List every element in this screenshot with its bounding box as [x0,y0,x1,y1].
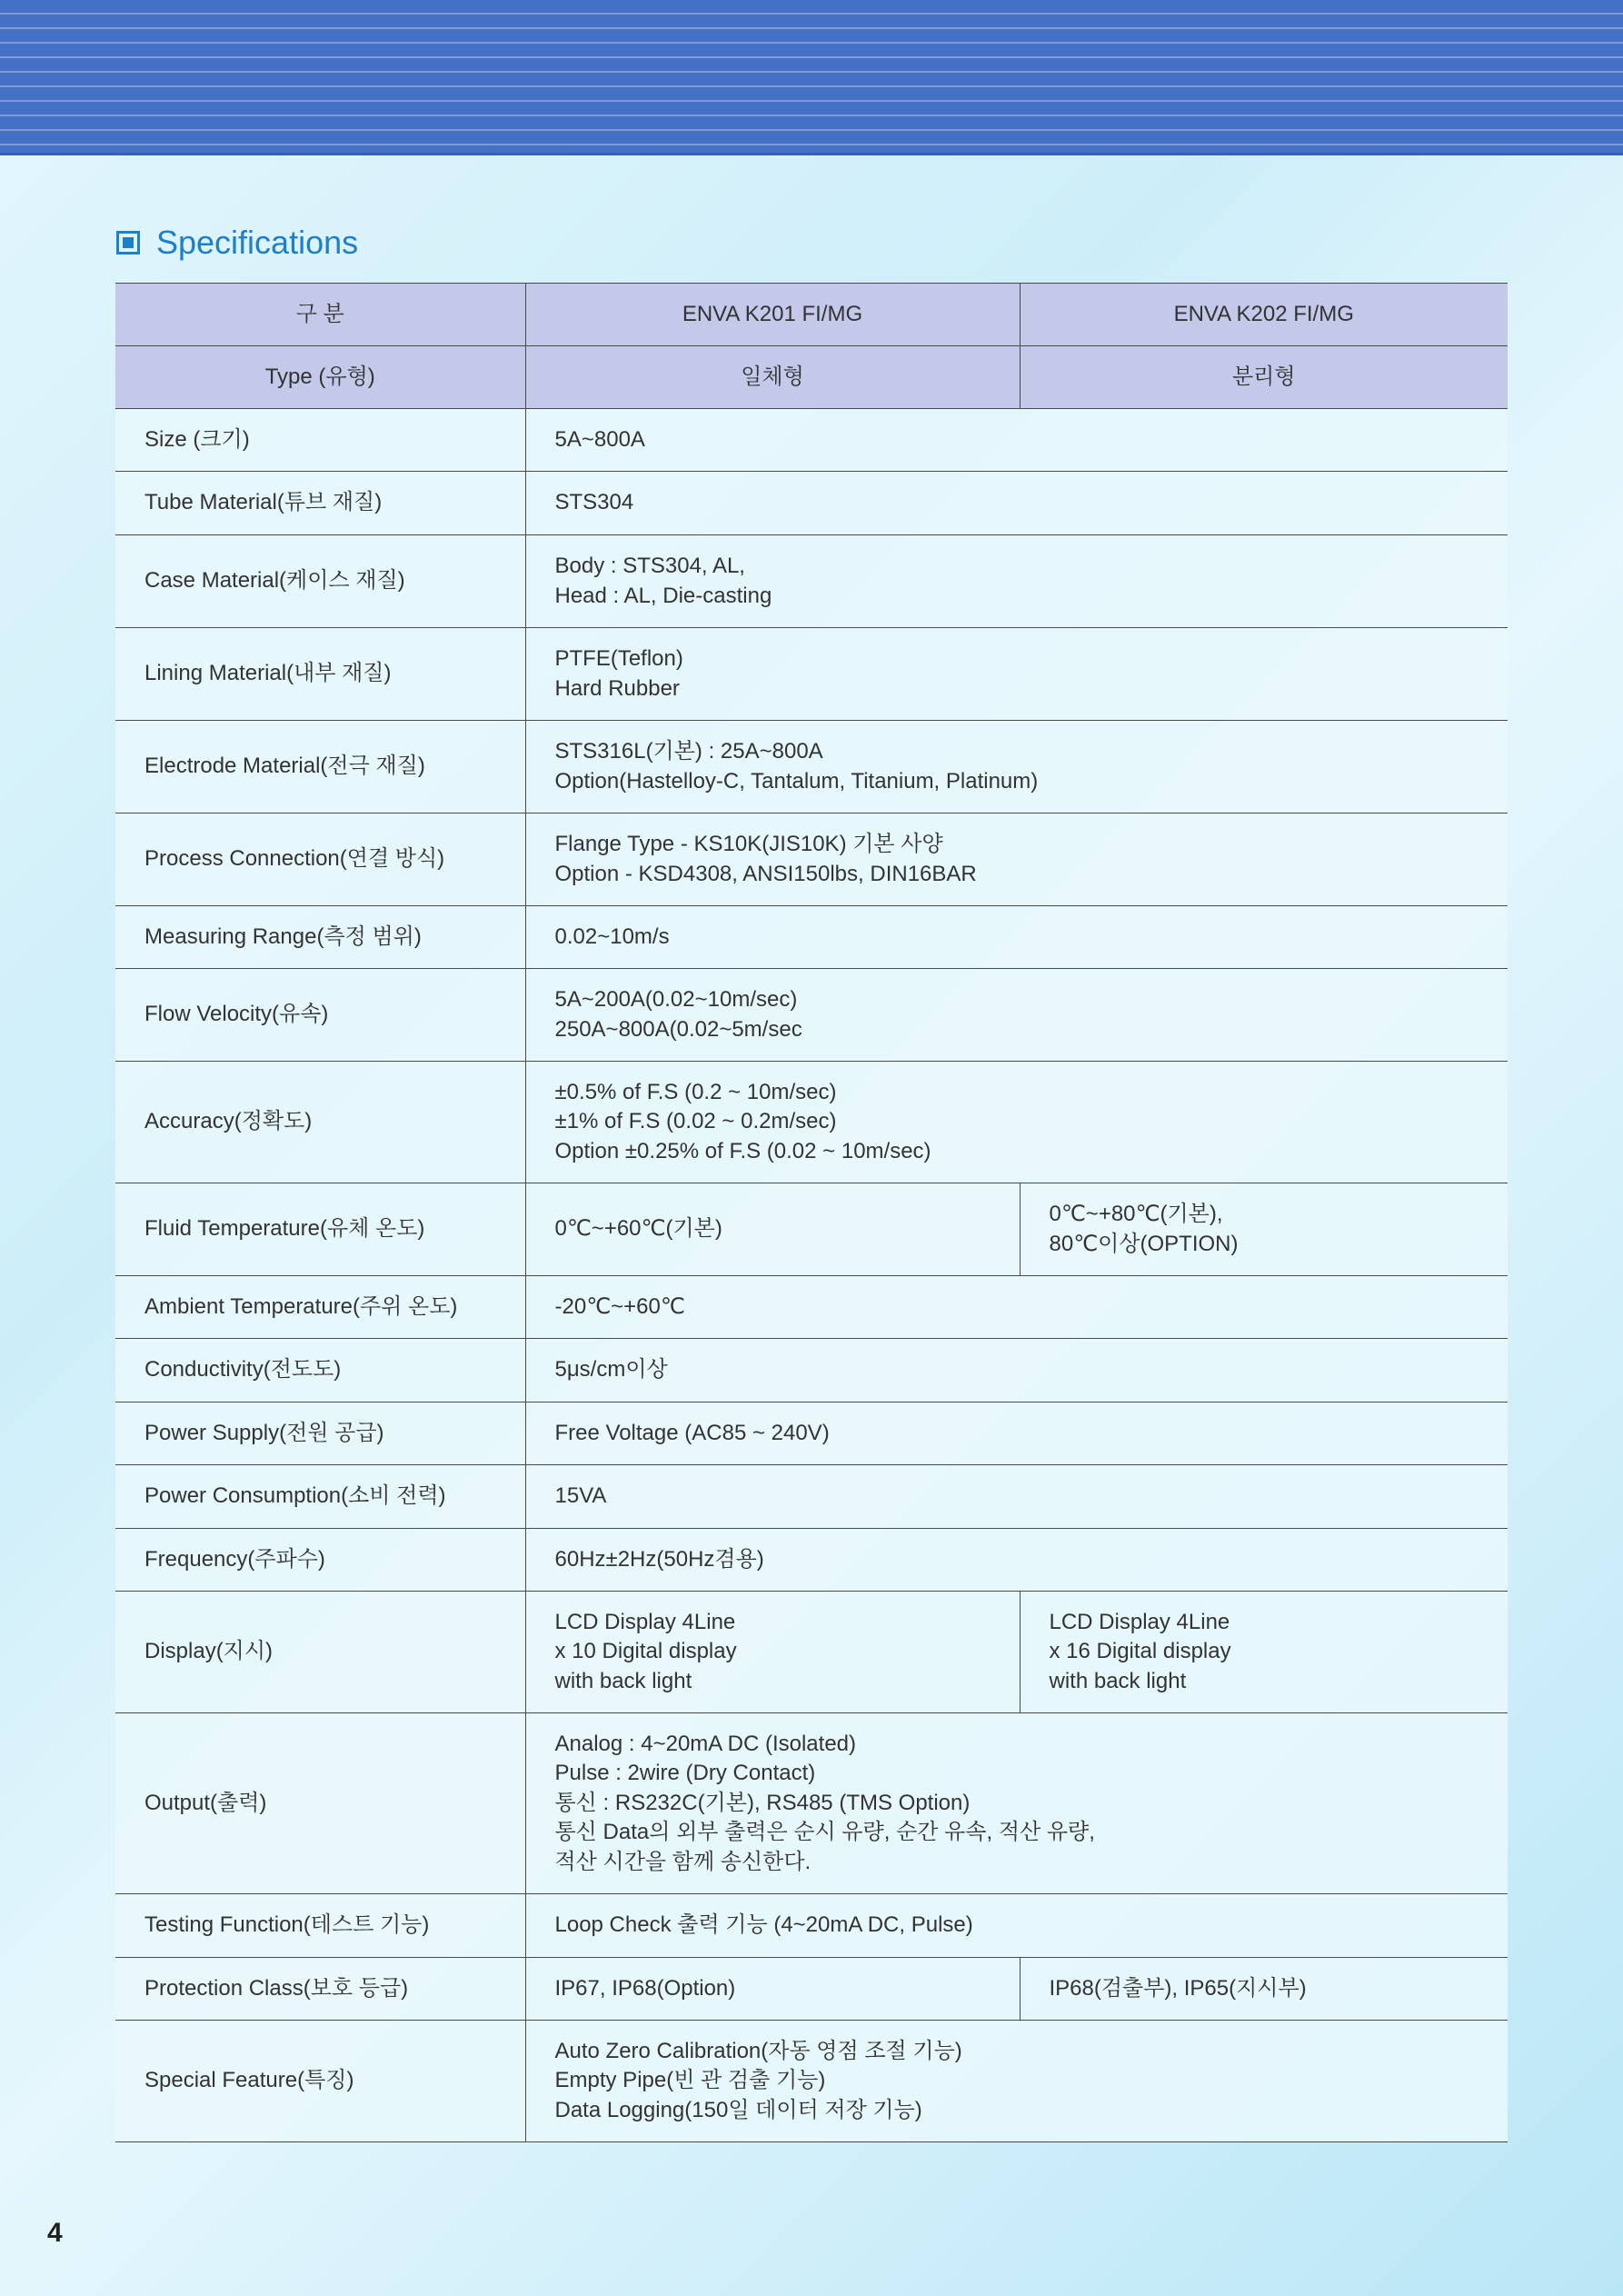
spec-value-k202: 0℃~+80℃(기본), 80℃이상(OPTION) [1020,1183,1508,1276]
table-row [115,1183,1508,1276]
page-number: 4 [47,2218,63,2248]
spec-label: Process Connection(연결 방식) [115,814,525,906]
spec-value: 0.02~10m/s [525,906,1508,969]
spec-value: 60Hz±2Hz(50Hz겸용) [525,1529,1508,1592]
square-bullet-icon [116,231,140,255]
table-row [115,906,1508,969]
header-cell: ENVA K202 FI/MG [1020,284,1508,346]
table-row [115,2021,1508,2142]
table-row [115,1529,1508,1592]
table-row [115,535,1508,628]
header-band [0,0,1623,155]
spec-label: Tube Material(튜브 재질) [115,472,525,535]
spec-label: Testing Function(테스트 기능) [115,1894,525,1958]
table-row [115,1276,1508,1339]
spec-label: Power Supply(전원 공급) [115,1403,525,1465]
spec-value: PTFE(Teflon) Hard Rubber [525,628,1508,721]
spec-value-k202: LCD Display 4Line x 16 Digital display with back light [1020,1592,1508,1713]
spec-value: 15VA [525,1465,1508,1529]
spec-value: 5A~800A [525,409,1508,472]
header-cell: ENVA K201 FI/MG [525,284,1020,346]
table-row [115,721,1508,814]
spec-value: Analog : 4~20mA DC (Isolated) Pulse : 2wire (Dry Contact) 통신 : RS232C(기본), RS485 (TMS Option) 통신 Data의 외부 출력은 순시 유량, 순간 유속, 적산 유량, 적산 시간을 함께 송신한다. [525,1713,1508,1894]
table-row [115,472,1508,535]
header-cell: Type (유형) [115,346,525,409]
table-row [115,1894,1508,1958]
spec-label: Output(출력) [115,1713,525,1894]
spec-label: Power Consumption(소비 전력) [115,1465,525,1529]
spec-label: Measuring Range(측정 범위) [115,906,525,969]
spec-label: Display(지시) [115,1592,525,1713]
spec-value: 5A~200A(0.02~10m/sec) 250A~800A(0.02~5m/sec [525,969,1508,1062]
header-cell: 분리형 [1020,346,1508,409]
spec-value: Free Voltage (AC85 ~ 240V) [525,1403,1508,1465]
spec-label: Case Material(케이스 재질) [115,535,525,628]
spec-label: Size (크기) [115,409,525,472]
section-title: Specifications [156,224,359,261]
spec-value: Body : STS304, AL, Head : AL, Die-casting [525,535,1508,628]
table-row [115,1592,1508,1713]
header-cell: 일체형 [525,346,1020,409]
header-cell: 구 분 [115,284,525,346]
spec-value: Auto Zero Calibration(자동 영점 조절 기능) Empty Pipe(빈 관 검출 기능) Data Logging(150일 데이터 저장 기능) [525,2021,1508,2142]
specifications-table [115,283,1508,2142]
table-row [115,628,1508,721]
spec-value: 5μs/cm이상 [525,1339,1508,1403]
spec-label: Flow Velocity(유속) [115,969,525,1062]
spec-value-k202: IP68(검출부), IP65(지시부) [1020,1958,1508,2021]
spec-value: ±0.5% of F.S (0.2 ~ 10m/sec) ±1% of F.S (0.02 ~ 0.2m/sec) Option ±0.25% of F.S (0.02 ~ 10m/sec) [525,1062,1508,1183]
spec-value: -20℃~+60℃ [525,1276,1508,1339]
spec-label: Fluid Temperature(유체 온도) [115,1183,525,1276]
table-row [115,1403,1508,1465]
spec-value: STS316L(기본) : 25A~800A Option(Hastelloy-C, Tantalum, Titanium, Platinum) [525,721,1508,814]
spec-label: Special Feature(특징) [115,2021,525,2142]
spec-value-k201: 0℃~+60℃(기본) [525,1183,1020,1276]
spec-value: Loop Check 출력 기능 (4~20mA DC, Pulse) [525,1894,1508,1958]
table-row [115,409,1508,472]
table-row [115,1958,1508,2021]
table-row [115,969,1508,1062]
spec-label: Lining Material(내부 재질) [115,628,525,721]
table-row [115,1062,1508,1183]
spec-value-k201: IP67, IP68(Option) [525,1958,1020,2021]
spec-label: Ambient Temperature(주위 온도) [115,1276,525,1339]
table-row [115,814,1508,906]
table-row [115,1713,1508,1894]
spec-value: Flange Type - KS10K(JIS10K) 기본 사양 Option - KSD4308, ANSI150lbs, DIN16BAR [525,814,1508,906]
spec-label: Accuracy(정확도) [115,1062,525,1183]
section-heading [116,218,358,267]
spec-label: Electrode Material(전극 재질) [115,721,525,814]
spec-label: Conductivity(전도도) [115,1339,525,1403]
spec-value-k201: LCD Display 4Line x 10 Digital display with back light [525,1592,1020,1713]
spec-label: Protection Class(보호 등급) [115,1958,525,2021]
spec-value: STS304 [525,472,1508,535]
table-header-row [115,284,1508,346]
spec-label: Frequency(주파수) [115,1529,525,1592]
table-row [115,1339,1508,1403]
table-header-row [115,346,1508,409]
table-row [115,1465,1508,1529]
